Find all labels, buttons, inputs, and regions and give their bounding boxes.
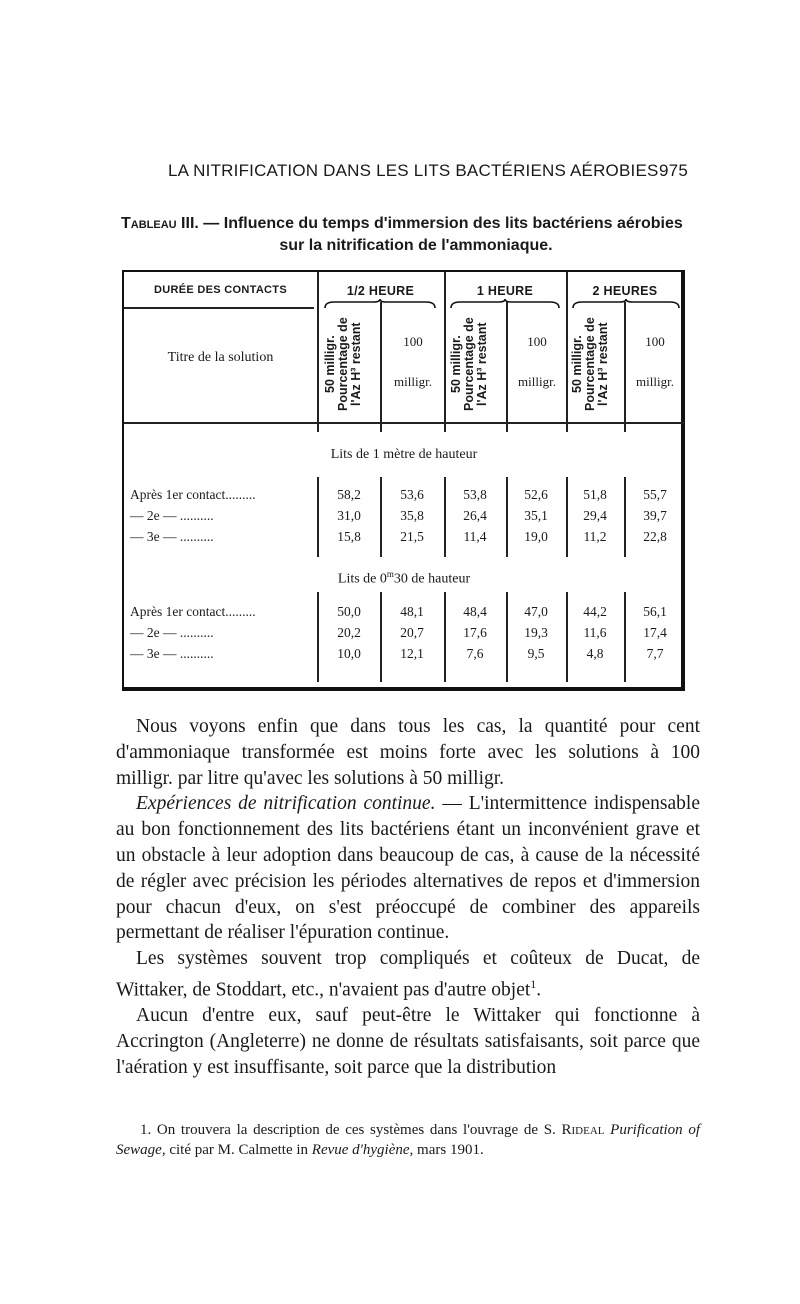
- table-cell: 20,2: [337, 625, 361, 640]
- brace: [450, 299, 560, 309]
- brace: [572, 299, 680, 309]
- table-cell: 11,2: [583, 529, 607, 544]
- table-cell: 15,8: [337, 529, 361, 544]
- table-cell: 17,6: [463, 625, 487, 640]
- table-cell: 58,2: [337, 487, 361, 502]
- col-header-50mg-line2: Pourcentage de: [462, 317, 476, 411]
- table-rule: [624, 302, 626, 432]
- col-header-50mg-line3: l'Az H³ restant: [596, 322, 610, 406]
- row-label: — 2e — ..........: [130, 625, 214, 640]
- section-title: Lits de 0$^m$30 de hauteur: [337, 569, 471, 587]
- group-two-hours: 2 HEURES: [592, 284, 658, 298]
- footnote-text: mars 1901.: [413, 1142, 484, 1158]
- footnote-text: cité par M. Calmette in: [165, 1142, 312, 1158]
- table-cell: 20,7: [400, 625, 424, 640]
- table-cell: 56,1: [643, 604, 667, 619]
- row-label: Après 1er contact.........: [130, 487, 256, 502]
- col-header-50mg-line1: 50 milligr.: [449, 335, 463, 393]
- table-rule: [124, 307, 314, 309]
- table-cell: 35,1: [524, 508, 548, 523]
- row-label: Après 1er contact.........: [130, 604, 256, 619]
- col-header-50mg-line1: 50 milligr.: [570, 335, 584, 393]
- footnote-book-title: Purification of Sewage,: [116, 1122, 700, 1158]
- header-duration: DURÉE DES CONTACTS: [154, 284, 287, 296]
- row-label: — 3e — ..........: [130, 646, 214, 661]
- page-number: 975: [659, 161, 688, 180]
- section-title: Lits de 1 mètre de hauteur: [330, 447, 478, 462]
- header-solution-title: Titre de la solution: [167, 350, 274, 365]
- table-cell: 12,1: [400, 646, 424, 661]
- table-cell: 48,1: [400, 604, 424, 619]
- table-cell: 4,8: [586, 646, 604, 661]
- paragraph-text: — L'intermittence indispensable au bon fonctionnement des lits bactériens étant un inconvénient grave et un obstacle à leur adoption dans beaucoup de cas, à cause de la nécessité de régler avec précision les périodes alternatives de repos et d'immersion pour chacun d'eux, on s'est préoccupé de combiner des appareils permettant de réaliser l'épuration continue.: [116, 793, 700, 944]
- table-cell: 29,4: [583, 508, 607, 523]
- col-header-50mg: [324, 312, 376, 416]
- table-cell: 11,6: [583, 625, 607, 640]
- paragraph: Nous voyons enfin que dans tous les cas, la quantité pour cent d'ammoniaque transformée est moins forte avec les solutions à 100 milligr. par litre qu'avec les solutions à 50 milligr.: [116, 716, 700, 789]
- col-header-50mg: [450, 312, 502, 416]
- body-text: [116, 714, 700, 1081]
- table-cell: 55,7: [643, 487, 667, 502]
- paragraph-end: .: [536, 979, 542, 1001]
- running-title: LA NITRIFICATION DANS LES LITS BACTÉRIENS AÉROBIES: [168, 161, 659, 180]
- table-cell: 22,8: [643, 529, 667, 544]
- col-header-100mg-number: 100: [403, 334, 423, 349]
- paragraph: [116, 946, 700, 1003]
- col-header-100mg-unit: milligr.: [636, 374, 674, 389]
- col-header-50mg-line2: Pourcentage de: [583, 317, 597, 411]
- table-cell: 21,5: [400, 529, 424, 544]
- table-cell: 9,5: [527, 646, 545, 661]
- col-header-50mg-line3: l'Az H³ restant: [349, 322, 363, 406]
- col-header-50mg: [571, 312, 623, 416]
- caption-text-line1: — Influence du temps d'immersion des lits bactériens aérobies: [203, 215, 683, 232]
- table-cell: 48,4: [463, 604, 487, 619]
- footnote-text: 1. On trouvera la description de ces systèmes dans l'ouvrage de S.: [140, 1122, 562, 1138]
- table-cell: 7,7: [646, 646, 664, 661]
- table-cell: 7,6: [466, 646, 484, 661]
- paragraph: [116, 791, 700, 946]
- footnote-journal: Revue d'hygiène,: [311, 1142, 414, 1158]
- group-one-hour: 1 HEURE: [476, 284, 534, 298]
- col-header-100mg-unit: milligr.: [394, 374, 432, 389]
- col-header-50mg-line2: Pourcentage de: [336, 317, 350, 411]
- table-cell: 19,0: [524, 529, 548, 544]
- table-cell: 35,8: [400, 508, 424, 523]
- section-heading: Expériences de nitrification continue.: [136, 793, 436, 815]
- table-cell: 39,7: [643, 508, 667, 523]
- table-cell: 11,4: [463, 529, 487, 544]
- footnote-author: Rideal: [561, 1122, 605, 1138]
- table-cell: 47,0: [524, 604, 548, 619]
- table-cell: 19,3: [524, 625, 548, 640]
- caption-label: Tableau III.: [121, 215, 199, 232]
- group-half-hour: 1/2 HEURE: [346, 284, 415, 298]
- footnote-ref: 1: [530, 976, 537, 991]
- row-label: — 2e — ..........: [130, 508, 214, 523]
- running-head: [168, 161, 688, 181]
- table-rule: [380, 302, 382, 432]
- table-rule: [124, 422, 684, 424]
- footnote: [116, 1120, 700, 1160]
- table-cell: 53,8: [463, 487, 487, 502]
- table-cell: 50,0: [337, 604, 361, 619]
- col-header-100mg-number: 100: [645, 334, 665, 349]
- table-cell: 17,4: [643, 625, 667, 640]
- data-table: [122, 270, 685, 691]
- table-cell: 52,6: [524, 487, 548, 502]
- caption-text-line2: sur la nitrification de l'ammoniaque.: [279, 237, 553, 254]
- row-label: — 3e — ..........: [130, 529, 214, 544]
- table-cell: 53,6: [400, 487, 424, 502]
- table-cell: 44,2: [583, 604, 607, 619]
- table-cell: 26,4: [463, 508, 487, 523]
- paragraph-text: Les systèmes souvent trop compliqués et coûteux de Ducat, de Wittaker, de Stoddart, etc., n'avaient pas d'autre objet: [116, 948, 700, 1001]
- col-header-100mg-number: 100: [527, 334, 547, 349]
- col-header-50mg-line1: 50 milligr.: [323, 335, 337, 393]
- table-cell: 31,0: [337, 508, 361, 523]
- brace: [324, 299, 436, 309]
- table-cell: 51,8: [583, 487, 607, 502]
- col-header-100mg-unit: milligr.: [518, 374, 556, 389]
- table-cell: 10,0: [337, 646, 361, 661]
- paragraph: Aucun d'entre eux, sauf peut-être le Wittaker qui fonctionne à Accrington (Angleterre) ne donne de résultats satisfaisants, soit parce que l'aération y est insuffisante, soit parce que la distribution: [116, 1005, 700, 1078]
- table-rule: [506, 302, 508, 432]
- col-header-50mg-line3: l'Az H³ restant: [475, 322, 489, 406]
- table-caption: [121, 213, 701, 257]
